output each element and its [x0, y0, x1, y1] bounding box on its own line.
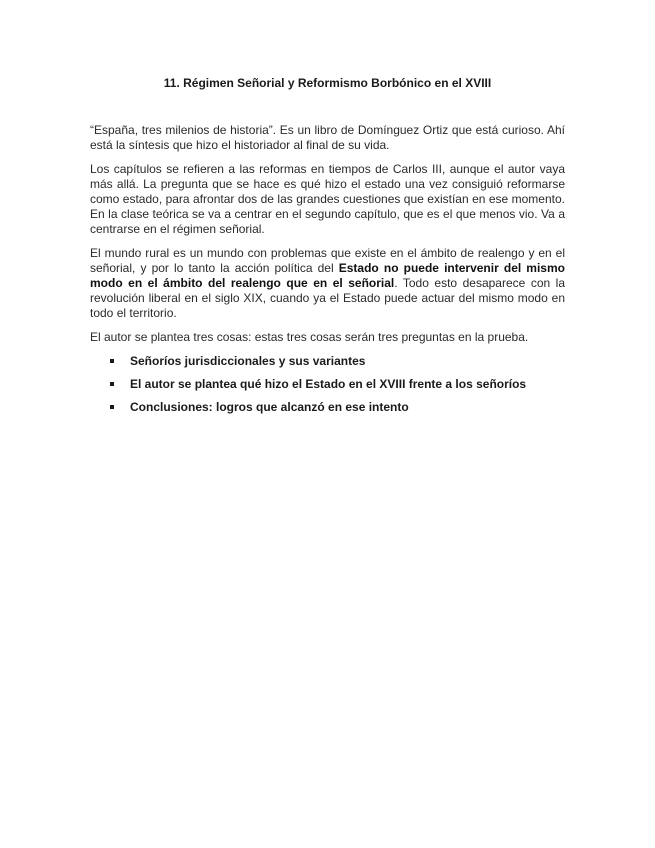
paragraph-chapters: Los capítulos se refieren a las reformas en tiempos de Carlos III, aunque el autor vaya más allá. La pregunta que se hace es qué hizo el estado una vez consiguió reformarse como estado, para afrontar dos de las grandes cuestiones que existían en ese momento. En la clase teórica se va a centrar en el segundo capítulo, que es el que menos vio. Va a centrarse en el régimen señorial. — [90, 162, 565, 236]
bullet-list — [90, 354, 565, 415]
square-bullet-icon — [110, 405, 114, 409]
bullet-item-text: El autor se plantea qué hizo el Estado en el XVIII frente a los señoríos — [130, 377, 527, 391]
paragraph-rural-world-after: . Todo esto desaparece con la revolución liberal en el siglo XIX, cuando ya el Estado puede actuar del mismo modo en todo el territorio. — [90, 276, 566, 320]
document-title: 11. Régimen Señorial y Reformismo Borbónico en el XVIII — [163, 76, 492, 90]
square-bullet-icon — [110, 382, 114, 386]
bullet-item — [90, 354, 565, 369]
bullet-item-text: Conclusiones: logros que alcanzó en ese intento — [130, 400, 409, 414]
paragraph-intro: “España, tres milenios de historia”. Es un libro de Domínguez Ortiz que está curioso. Ahí está la síntesis que hizo el historiador al final de su vida. — [90, 123, 565, 152]
bullet-item-text: Señoríos jurisdiccionales y sus variantes — [130, 354, 366, 368]
bullet-item — [90, 400, 565, 415]
document-body — [90, 123, 565, 423]
paragraph-rural-world-before: El mundo rural es un mundo con problemas que existe en el ámbito de realengo y en el señorial, y por lo tanto la acción política del — [90, 246, 565, 275]
bullet-item — [90, 377, 565, 392]
paragraph-rural-world-bold: Estado no puede intervenir del mismo modo en el ámbito del realengo que en el señorial — [90, 261, 565, 290]
square-bullet-icon — [110, 359, 114, 363]
paragraph-rural-world — [90, 246, 565, 321]
paragraph-three-questions: El autor se plantea tres cosas: estas tres cosas serán tres preguntas en la prueba. — [90, 330, 529, 344]
